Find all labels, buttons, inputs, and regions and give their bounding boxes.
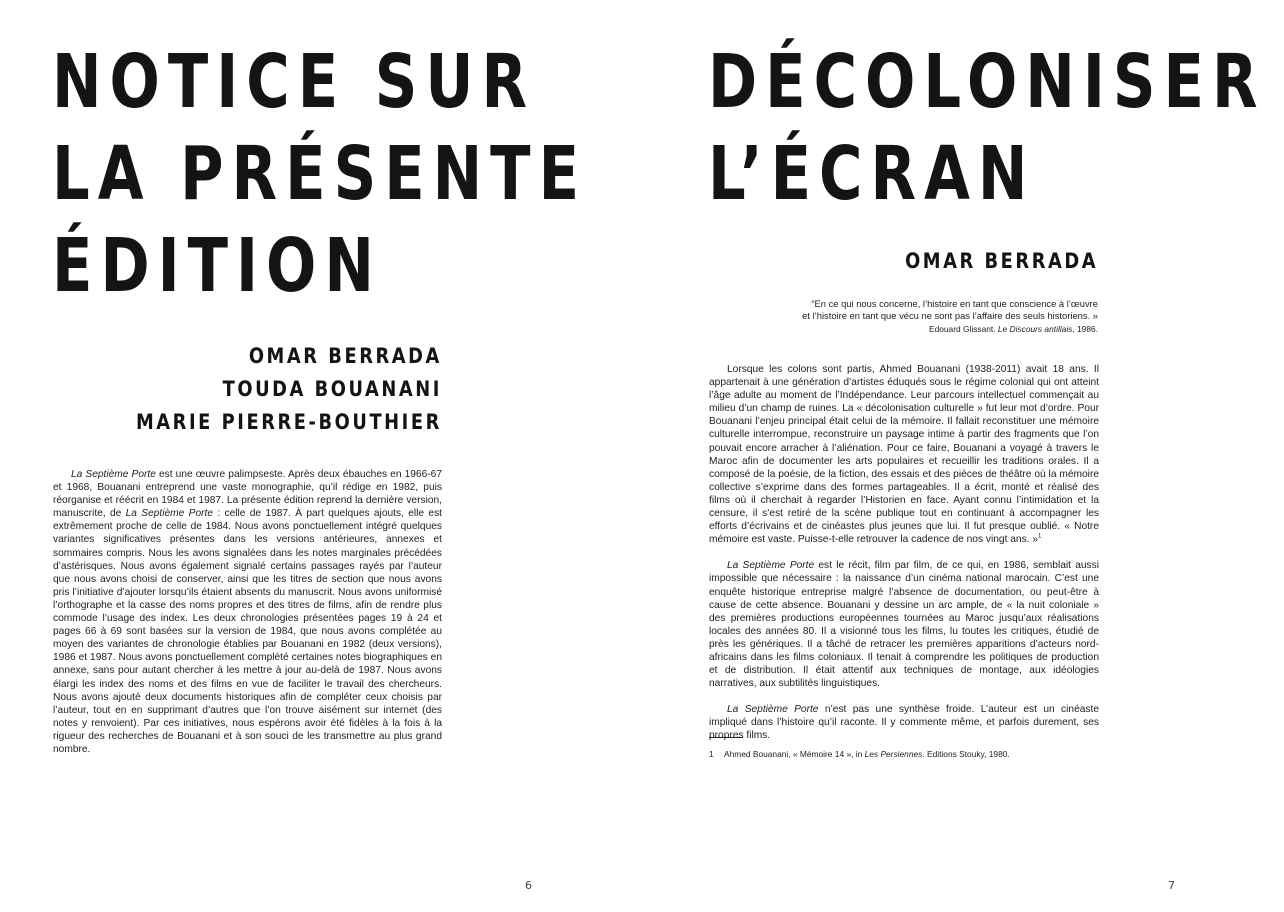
title-line: LA PRÉSENTE xyxy=(52,131,588,217)
epigraph-quote: et l’histoire en tant que vécu ne sont pas l’affaire des seuls historiens. » xyxy=(802,310,1098,322)
book-title: Les Persiennes xyxy=(864,749,923,759)
epigraph-quote: “En ce qui nous concerne, l’histoire en tant que conscience à l’œuvre xyxy=(811,298,1098,309)
title-line: NOTICE SUR xyxy=(52,39,536,125)
right-page xyxy=(642,0,1284,912)
page-number: 6 xyxy=(525,879,532,892)
author-name: OMAR BERRADA xyxy=(248,344,442,368)
footnote-divider xyxy=(709,737,743,738)
author-name: OMAR BERRADA xyxy=(904,249,1098,273)
title-line: DÉCOLONISER xyxy=(708,39,1266,125)
author-name: TOUDA BOUANANI xyxy=(222,377,442,401)
right-page-title xyxy=(708,36,1266,220)
paragraph: La Septième Porte n’est pas une synthèse froide. L’auteur est un cinéaste impliqué dans l’histoire qu’il raconte. Il y commente même, et parfois durement, ses propres films. xyxy=(709,704,1099,742)
title-line: L’ÉCRAN xyxy=(708,131,1036,217)
paragraph: La Septième Porte est une œuvre palimpseste. Après deux ébauches en 1966-67 et 1968, Bouanani entreprend une vaste monographie, qu’il rédige en 1982, puis réorganise et réécrit en 1984 et 1987. La présente édition reprend la dernière version, manuscrite, de La Septième Porte : celle de 1987. À part quelques ajouts, elle est extrêmement proche de celle de 1984. Nous avons ponctuellement intégré quelques variantes significatives présentes dans les versions antérieures, annexes et sommaires compris. Nous les avons signalées dans les notes marginales précédées d’astérisques. Nous avons également signalé certains passages rayés par l’auteur que nous avons choisi de conserver, ainsi que les titres de section que nous avons pris l’initiative d’ajouter lorsqu’ils étaient absents du manuscrit. Nous avons uniformisé l’orthographe et la casse des noms propres et des titres de films, afin de rendre plus commode l’usage des index. Les deux chronologies présentées pages 19 à 24 et pages 66 à 69 sont basées sur la version de 1984, que nous avons complétée au moyen des variantes de chronologie établies par Bouanani en 1982 (deux versions), 1986 et 1987. Nous avons ponctuellement complété certaines notes biographiques en annexe, sans pour autant chercher à les mettre à jour au-delà de 1987. Nous avons élargi les index des noms et des films en vue de faciliter le travail des chercheurs. Nous avons ajouté deux documents historiques afin de compléter ceux choisis par l’auteur, tout en en supprimant d’autres que l’on trouve aisément sur internet (des notes y renvoient). Par ces initiatives, nous espérons avoir été fidèles à la fois à la rigueur des recherches de Bouanani et à son souci de les transmettre au plus grand nombre. xyxy=(53,469,443,755)
left-page-authors xyxy=(136,340,442,439)
page-number: 7 xyxy=(1168,879,1175,892)
epigraph xyxy=(678,298,1098,335)
book-title: La Septième Porte xyxy=(727,704,819,716)
right-page-author xyxy=(905,246,1098,276)
epigraph-source: Edouard Glissant. Le Discours antillais, 1986. xyxy=(928,323,1098,334)
left-page-body xyxy=(53,468,442,756)
author-name: MARIE PIERRE-BOUTHIER xyxy=(136,410,442,434)
book-title: La Septième Porte xyxy=(125,508,214,520)
paragraph: Lorsque les colons sont partis, Ahmed Bouanani (1938-2011) avait 18 ans. Il appartenait à une génération d’artistes éduqués sous le régime colonial qui ont atteint l’âge adulte au moment de l’Indépendance. Leur parcours intellectuel commençait au milieu d’un champ de ruines. La « décolonisation culturelle » fut leur mot d’ordre. Pour Bouanani l’enjeu principal était celui de la mémoire. Il fallait reconstituer une mémoire culturelle interrompue, reconstruire un paysage intime à partir des fragments que l’on pouvait encore arracher à l’aliénation. Pour ce faire, Bouanani a voyagé à travers le Maroc afin de documenter les arts populaires et recueillir les traditions orales. Il a composé de la poésie, de la fiction, des essais et des pièces de théâtre où la mémoire collective s’exprime dans des formes partageables. Il a écrit, monté et réalisé des films où il cherchait à regarder l’Historien en face. Ayant connu l’intimidation et la censure, il s’est retiré de la scène publique tout en continuant à accompagner les efforts d’écrivains et de cinéastes plus jeunes que lui. Il fut presque oublié. « Notre mémoire est vaste. Puisse-t-elle retrouver la cadence de nos vingt ans. »$^1$ xyxy=(709,364,1099,546)
footnote: 1 Ahmed Bouanani, « Mémoire 14 », in Les Persiennes. Editions Stouky, 1980. xyxy=(709,749,1010,759)
book-title: La Septième Porte xyxy=(727,560,815,572)
title-line: ÉDITION xyxy=(52,223,382,309)
book-title: La Septième Porte xyxy=(71,469,156,480)
right-page-body xyxy=(709,363,1099,743)
footnote-ref[interactable]: 1 xyxy=(1038,533,1042,540)
footnote-number: 1 xyxy=(709,749,714,759)
left-page-title xyxy=(52,36,587,312)
paragraph: La Septième Porte est le récit, film par film, de ce qui, en 1986, semblait aussi impossible que nécessaire : la naissance d’un cinéma national marocain. C’est une enquête historique entreprise malgré l’absence de documentation, ou peut-être à cause de cette absence. Bouanani y dessine un arc ample, de « la nuit coloniale » des premières productions européennes tournées au Maroc jusqu’aux réalisations locales des années 80. Il a visionné tous les films, lu toutes les critiques, étudié de près les génériques. Il a tâché de retracer les premières apparitions d’acteurs nord-africains dans les films coloniaux. Il tenait à comprendre les politiques de production et de distribution. Il était attentif aux techniques de montage, aux idéologies narratives, aux subtilités linguistiques. xyxy=(709,560,1099,690)
